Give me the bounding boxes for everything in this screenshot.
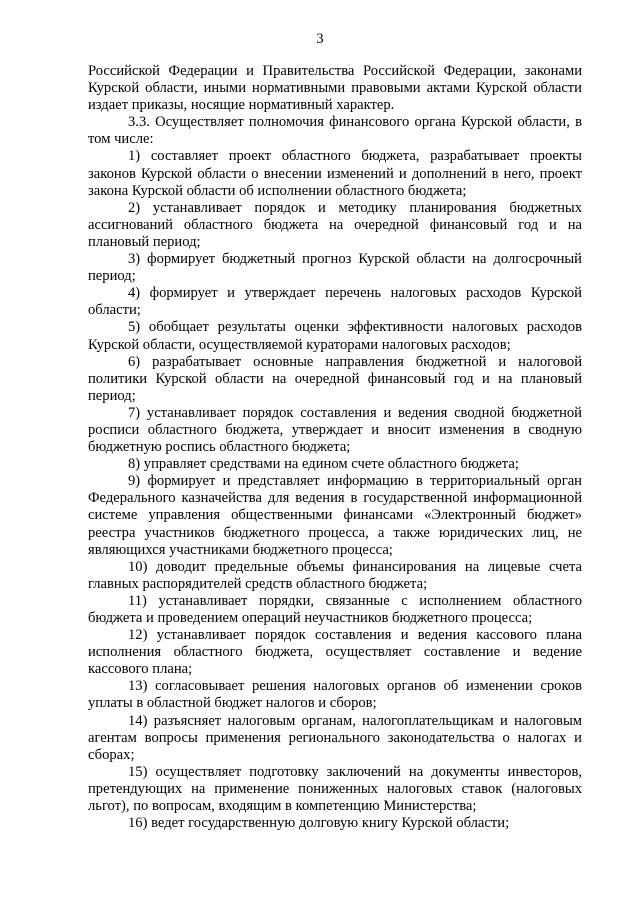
list-item-13: 13) согласовывает решения налоговых органов об изменении сроков уплаты в областной бюджет налогов и сборов; [88,678,582,712]
list-item-11: 11) устанавливает порядки, связанные с исполнением областного бюджета и проведением операций неучастников бюджетного процесса; [88,592,582,626]
list-item-1: 1) составляет проект областного бюджета, разрабатывает проекты законов Курской области о внесении изменений и дополнений в него, проект закона Курской области об исполнении областного бюджета; [88,148,582,199]
list-item-10: 10) доводит предельные объемы финансирования на лицевые счета главных распорядителей средств областного бюджета; [88,558,582,592]
list-item-8: 8) управляет средствами на едином счете областного бюджета; [128,456,519,473]
list-item-2: 2) устанавливает порядок и методику планирования бюджетных ассигнований областного бюджета на очередной финансовый год и на плановый период; [88,199,582,250]
list-item-6: 6) разрабатывает основные направления бюджетной и налоговой политики Курской области на очередной финансовый год и на плановый период; [88,353,582,404]
document-body [88,63,582,832]
paragraph-section-3-3: 3.3. Осуществляет полномочия финансового органа Курской области, в том числе: [88,114,582,148]
list-item-15: 15) осуществляет подготовку заключений на документы инвесторов, претендующих на применение пониженных налоговых ставок (налоговых льгот), по вопросам, входящим в компетенцию Министерства; [88,763,582,815]
list-item-16: 16) ведет государственную долговую книгу Курской области; [128,815,510,832]
page-number: 3 [316,31,324,47]
list-item-7: 7) устанавливает порядок составления и ведения сводной бюджетной росписи областного бюджета, утверждает и вносит изменения в сводную бюджетную роспись областного бюджета; [88,404,582,456]
list-item-3: 3) формирует бюджетный прогноз Курской области на долгосрочный период; [88,251,582,285]
list-item-14: 14) разъясняет налоговым органам, налогоплательщикам и налоговым агентам вопросы применения регионального законодательства о налогах и сборах; [88,712,582,763]
list-item-5: 5) обобщает результаты оценки эффективности налоговых расходов Курской области, осуществляемой кураторами налоговых расходов; [88,319,582,353]
paragraph-continuation: Российской Федерации и Правительства Российской Федерации, законами Курской области, иными нормативными правовыми актами Курской области издает приказы, носящие нормативный характер. [88,63,582,114]
list-item-12: 12) устанавливает порядок составления и ведения кассового плана исполнения областного бюджета, осуществляет составление и ведение кассового плана; [88,627,582,678]
list-item-4: 4) формирует и утверждает перечень налоговых расходов Курской области; [88,285,582,319]
list-item-9: 9) формирует и представляет информацию в территориальный орган Федерального казначейства для ведения в государственной информационной системе управления общественными финансами «Электронный бюджет» реестра участников бюджетного процесса, а также юридических лиц, не являющихся участниками бюджетного процесса; [88,473,582,558]
